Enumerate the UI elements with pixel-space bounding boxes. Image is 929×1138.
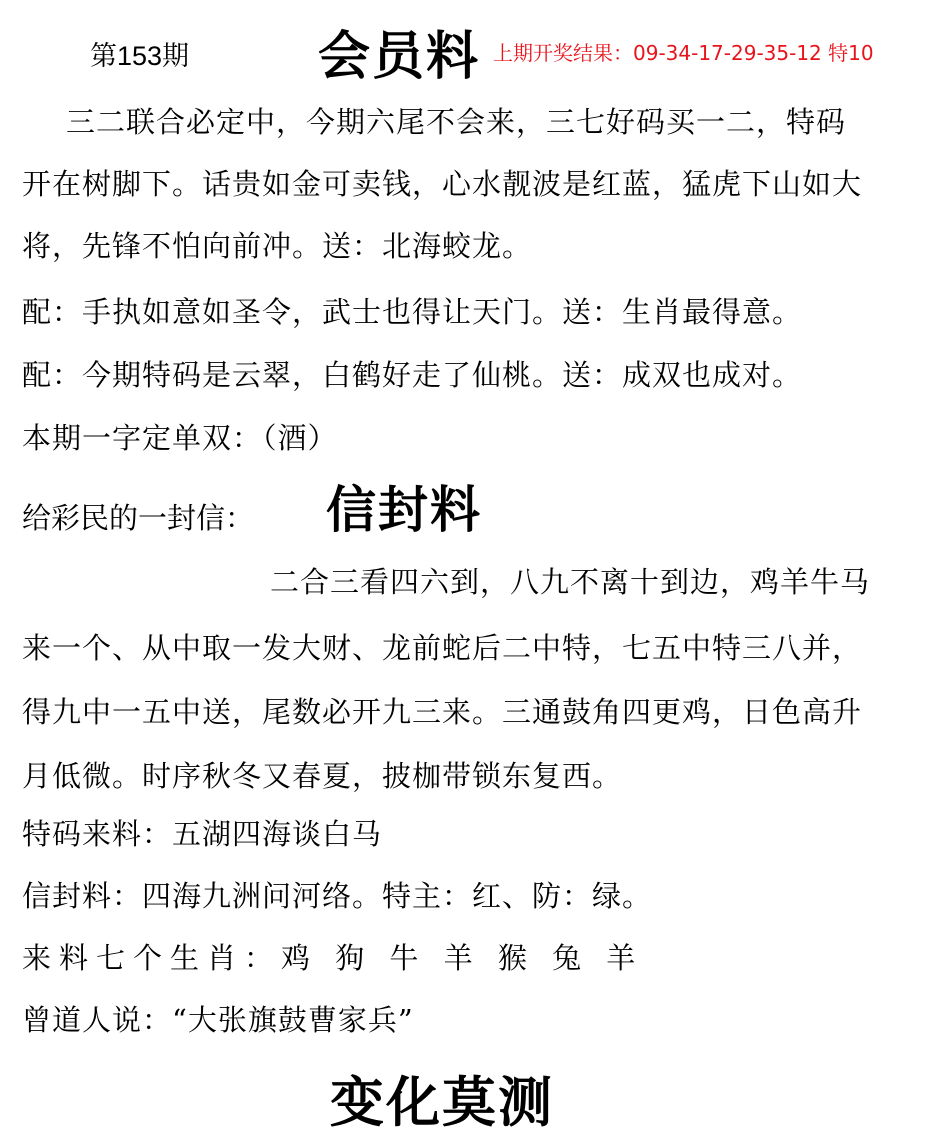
- letter-intro: 给彩民的一封信：: [22, 501, 255, 535]
- special-code-tip: 特码来料：五湖四海谈白马: [22, 817, 383, 851]
- poem-line-1: 二合三看四六到，八九不离十到边，鸡羊牛马: [270, 565, 871, 599]
- daoist-saying: 曾道人说：“大张旗鼓曹家兵”: [22, 1003, 414, 1037]
- poem-line-4: 月低微。时序秋冬又春夏，披枷带锁东复西。: [22, 759, 623, 793]
- issue-number: 第153期: [90, 41, 190, 71]
- member-line-3: 将，先锋不怕向前冲。送：北海蛟龙。: [22, 229, 533, 263]
- zodiac-tip: 来料七个生肖：鸡 狗 牛 羊 猴 兔 羊: [22, 941, 644, 975]
- footer-title: 变化莫测: [330, 1070, 554, 1134]
- poem-line-3: 得九中一五中送，尾数必开九三来。三通鼓角四更鸡，日色高升: [22, 695, 863, 729]
- envelope-tip: 信封料：四海九洲问河络。特主：红、防：绿。: [22, 879, 653, 913]
- letter-title: 信封料: [326, 480, 482, 539]
- last-draw-result: 上期开奖结果：09-34-17-29-35-12 特10: [493, 41, 874, 65]
- member-title: 会员料: [318, 26, 481, 87]
- member-line-2: 开在树脚下。话贵如金可卖钱，心水靓波是红蓝，猛虎下山如大: [22, 167, 863, 201]
- single-double-line: 本期一字定单双：（酒）: [22, 421, 338, 455]
- member-line-1: 三二联合必定中，今期六尾不会来，三七好码买一二，特码: [66, 105, 847, 139]
- member-line-5: 配：今期特码是云翠，白鹤好走了仙桃。送：成双也成对。: [22, 358, 803, 392]
- poem-line-2: 来一个、从中取一发大财、龙前蛇后二中特，七五中特三八并，: [22, 631, 863, 665]
- member-line-4: 配：手执如意如圣令，武士也得让天门。送：生肖最得意。: [22, 295, 803, 329]
